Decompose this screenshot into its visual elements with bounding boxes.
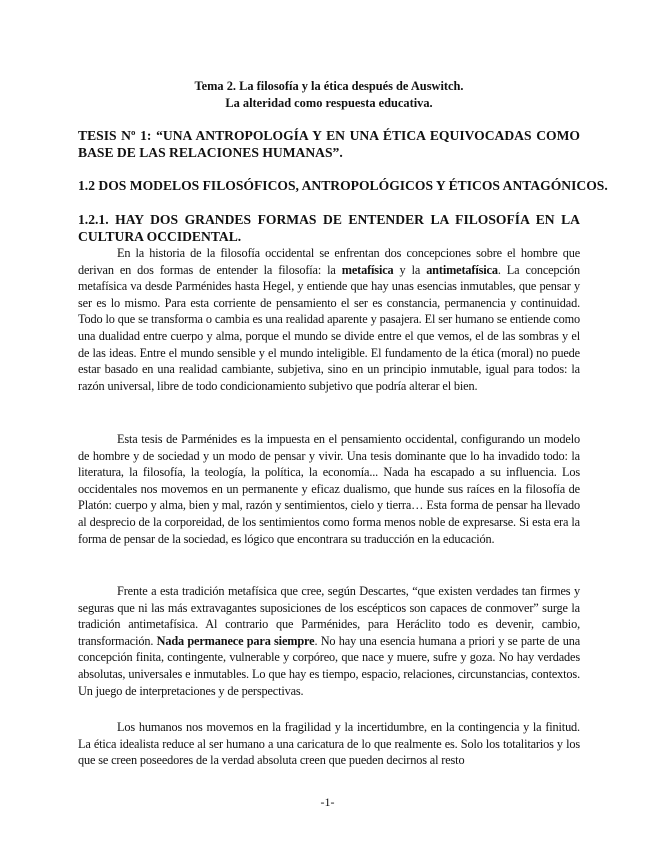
- page-number: -1-: [320, 795, 335, 809]
- paragraph-3-text-a: Frente a esta tradición metafísica que cree, según Descartes, “que existen verdades tan firmes y seguras que ni las más extravagantes suposiciones de los escépticos son capaces de conmover” surge la tradición antimetafísica. Al contrario que Parménides, para Heráclito todo es devenir, cambio, transformación.: [78, 584, 580, 648]
- paragraph-1-text-a: En la historia de la filosofía occidental se enfrentan dos concepciones sobre el hombre que derivan en dos formas de entender la filosofía: la: [78, 246, 580, 277]
- term-metafisica: metafísica: [341, 262, 394, 277]
- section-1-2-1-heading: 1.2.1. HAY DOS GRANDES FORMAS DE ENTENDER LA FILOSOFÍA EN LA CULTURA OCCIDENTAL.: [78, 212, 580, 244]
- paragraph-2: Esta tesis de Parménides es la impuesta en el pensamiento occidental, configurando un modelo de hombre y de sociedad y un modo de pensar y vivir. Una tesis dominante que lo ha invadido todo: la literatura, la filosofía, la teología, la política, la economía... Nada ha escapado a su influencia. Los occidentales nos movemos en un permanente y eficaz dualismo, que hunde sus raíces en la filosofía de Platón: cuerpo y alma, bien y mal, razón y sentimientos, cielo y tierra… Esta forma de pensar ha llevado al desprecio de la corporeidad, de los sentimientos como forma menos noble de expresarse. Si esta era la forma de pensar de la sociedad, es lógico que encontrara su traducción en la educación.: [78, 432, 580, 546]
- paragraph-1-text-e: . La concepción metafísica va desde Parménides hasta Hegel, y entiende que hay unas esencias inmutables, que pensar y ser es lo mismo. Para esta corriente de pensamiento el ser es constancia, permanencia y continuidad. Todo lo que se transforma o cambia es una realidad aparente y pasajera. El ser humano se entiende como una dualidad entre cuerpo y alma, porque el mundo se divide entre el que vemos, el de las sombras y el de las ideas. Entre el mundo sensible y el mundo inteligible. El fundamento de la ética (moral) no puede estar basado en una realidad cambiante, subjetiva, sino en un principio inmutable, igual para todos: la razón universal, libre de todo condicionamiento subjetivo que podría alterar el bien.: [78, 262, 580, 393]
- paragraph-1-text-c: y la: [393, 262, 427, 277]
- thesis-heading: TESIS Nº 1: “UNA ANTROPOLOGÍA Y EN UNA ÉTICA EQUIVOCADAS COMO BASE DE LAS RELACIONES HUMANAS”.: [78, 128, 580, 160]
- paragraph-4: Los humanos nos movemos en la fragilidad y la incertidumbre, en la contingencia y la finitud. La ética idealista reduce al ser humano a una caricatura de lo que realmente es. Solo los totalitarios y los que se creen poseedores de la verdad absoluta creen que pueden decirnos al resto: [78, 720, 580, 768]
- title-line-1: Tema 2. La filosofía y la ética después de Auswitch.: [194, 79, 464, 93]
- paragraph-3: [78, 583, 580, 699]
- title-line-2: La alteridad como respuesta educativa.: [225, 96, 433, 110]
- paragraph-1: [78, 245, 580, 394]
- term-antimetafisica: antimetafísica: [426, 262, 498, 277]
- emphasis-nada-permanece: Nada permanece para siempre: [156, 633, 315, 648]
- section-1-2-heading: 1.2 DOS MODELOS FILOSÓFICOS, ANTROPOLÓGICOS Y ÉTICOS ANTAGÓNICOS.: [78, 178, 608, 193]
- paragraph-3-text-c: . No hay una esencia humana a priori y se parte de una concepción finita, contingente, vulnerable y corpóreo, que nace y muere, sufre y goza. No hay verdades absolutas, universales e inmutables. Lo que hay es tiempo, espacio, relaciones, circunstancias, contextos. Un juego de interpretaciones y de perspectivas.: [78, 633, 581, 698]
- document-title: [78, 78, 580, 112]
